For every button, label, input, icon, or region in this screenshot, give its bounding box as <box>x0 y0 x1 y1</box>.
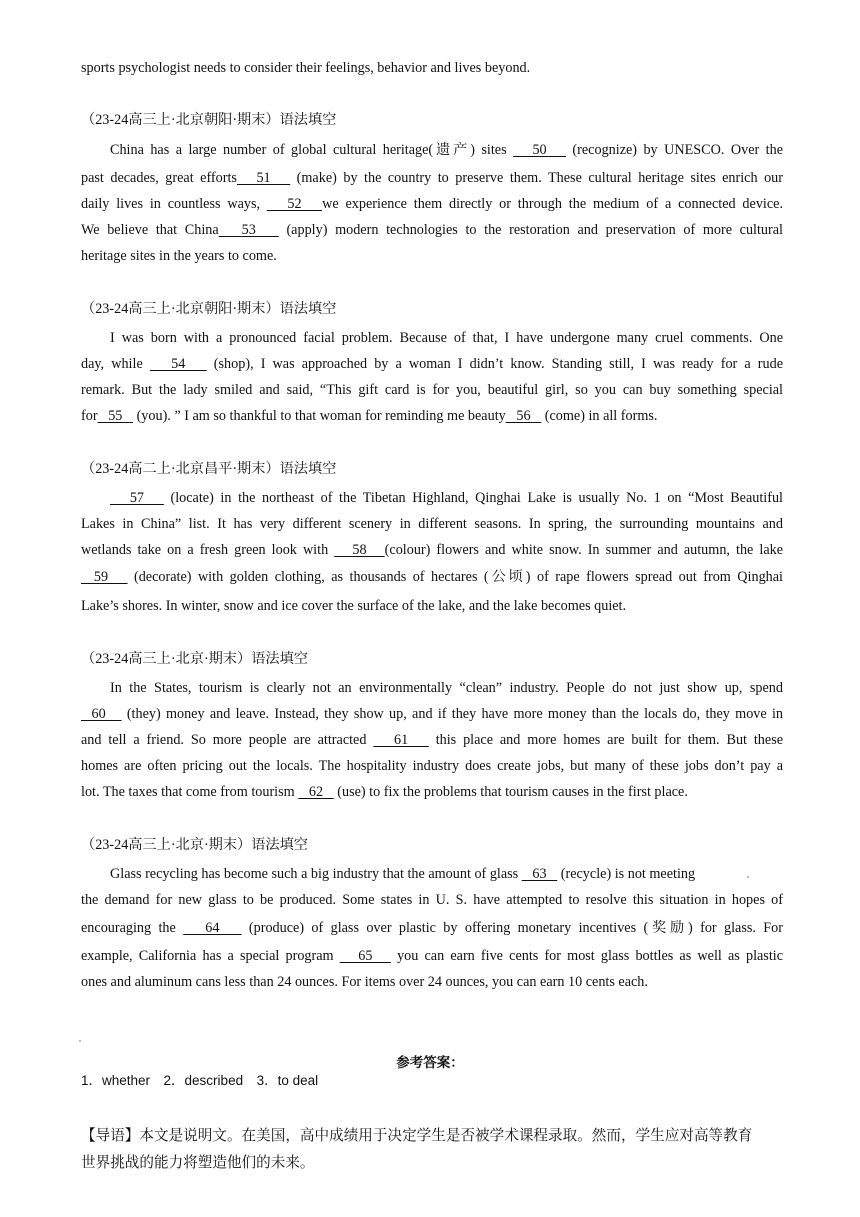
passage-text: Lakes in China” list. It has very different scenery in different seasons. In spring, the surrounding mountains and <box>81 516 783 532</box>
passage-line <box>110 328 783 348</box>
answer-blank: 59 <box>81 569 128 585</box>
section-mark <box>79 1040 81 1042</box>
passage-text: we experience them directly or through the medium of a connected device. <box>322 196 783 212</box>
passage-line <box>110 678 783 698</box>
passage-line <box>81 704 783 724</box>
answer-blank: 53 <box>218 222 279 238</box>
passage-line <box>81 972 783 992</box>
answer-blank: 61 <box>373 732 429 748</box>
answer-blank: 63 <box>521 866 558 882</box>
passage-line <box>81 514 783 534</box>
passage-text: example, California has a special program <box>81 948 340 964</box>
passage-line <box>110 140 783 160</box>
answer-blank: 55 <box>97 408 134 424</box>
passage-line <box>81 220 783 240</box>
passage-line <box>81 354 783 374</box>
passage-text: (you). ” I am so thankful to that woman for reminding me beauty <box>133 408 506 424</box>
passage-line <box>81 890 783 910</box>
passage-line <box>110 488 783 508</box>
passage-text: (come) in all forms. <box>541 408 658 424</box>
passage-line <box>81 756 783 776</box>
passage-line <box>81 194 783 214</box>
passage-5-header: （23-24高三上·北京·期末）语法填空 <box>81 837 308 853</box>
passage-line <box>81 946 783 966</box>
passage-line <box>81 782 783 802</box>
passage-text: lot. The taxes that come from tourism <box>81 784 299 800</box>
passage-text: encouraging the <box>81 920 184 936</box>
passage-3-header: （23-24高二上·北京昌平·期末）语法填空 <box>81 461 337 477</box>
answer-blank: 57 <box>110 490 164 506</box>
passage-text: (recycle) is not meeting <box>557 866 696 882</box>
passage-text: (make) by the country to preserve them. These cultural heritage sites enrich our <box>290 170 783 186</box>
guide-line-2: 世界挑战的能力将塑造他们的未来。 <box>81 1154 315 1171</box>
passage-text: you can earn five cents for most glass bottles as well as plastic <box>390 948 784 964</box>
passage-text: past decades, great efforts <box>81 170 237 186</box>
passage-text: In the States, tourism is clearly not an environmentally “clean” industry. People do not just show up, spend <box>110 680 783 696</box>
intro-tail-text: sports psychologist needs to consider their feelings, behavior and lives beyond. <box>81 60 531 76</box>
passage-line <box>81 596 783 616</box>
passage-text: and tell a friend. So more people are attracted <box>81 732 374 748</box>
answers-line: 1．whether 2．described 3．to deal <box>81 1073 319 1088</box>
passage-line <box>81 380 783 400</box>
passage-2-header: （23-24高三上·北京朝阳·期末）语法填空 <box>81 301 337 317</box>
passage-text: the demand for new glass to be produced. Some states in U. S. have attempted to resolve this situation in hopes of <box>81 892 783 908</box>
passage-text: day, while <box>81 356 150 372</box>
passage-text: wetlands take on a fresh green look with <box>81 542 335 558</box>
passage-1-header: （23-24高三上·北京朝阳·期末）语法填空 <box>81 112 337 128</box>
answer-blank: 51 <box>236 170 291 186</box>
answers-title: 参考答案： <box>396 1055 464 1071</box>
passage-line <box>110 864 783 884</box>
passage-line <box>81 918 783 938</box>
passage-line <box>81 406 783 426</box>
answer-blank: 54 <box>149 356 207 372</box>
answer-blank: 56 <box>505 408 542 424</box>
answer-blank: 65 <box>339 948 391 964</box>
passage-text: remark. But the lady smiled and said, “This gift card is for you, beautiful girl, so you can buy something special <box>81 382 783 398</box>
passage-text: Glass recycling has become such a big industry that the amount of glass <box>110 866 522 882</box>
passage-text: (recognize) by UNESCO. Over the <box>565 142 784 158</box>
answer-blank: 64 <box>183 920 242 936</box>
paragraph-mark <box>747 876 749 878</box>
passage-text: homes are often pricing out the locals. The hospitality industry does create jobs, but many of these jobs don’t pay a <box>81 758 783 774</box>
passage-text: (decorate) with golden clothing, as thousands of hectares (公顷) of rape flowers spread out from Qinghai <box>127 569 783 585</box>
passage-line <box>81 567 783 587</box>
passage-4-header: （23-24高三上·北京·期末）语法填空 <box>81 651 308 667</box>
answer-blank: 50 <box>513 142 566 158</box>
passage-text: China has a large number of global cultural heritage(遗产) sites <box>110 142 514 158</box>
passage-text: for <box>81 408 98 424</box>
passage-text: (use) to fix the problems that tourism causes in the first place. <box>333 784 688 800</box>
passage-text: daily lives in countless ways, <box>81 196 267 212</box>
passage-text: this place and more homes are built for them. But these <box>428 732 784 748</box>
passage-line <box>81 540 783 560</box>
passage-line <box>81 168 783 188</box>
passage-text: (produce) of glass over plastic by offering monetary incentives (奖励) for glass. For <box>241 920 783 936</box>
answer-blank: 52 <box>266 196 323 212</box>
passage-line <box>81 730 783 750</box>
passage-text: ones and aluminum cans less than 24 ounces. For items over 24 ounces, you can earn 10 cents each. <box>81 974 648 990</box>
passage-text: heritage sites in the years to come. <box>81 248 277 264</box>
passage-text: (locate) in the northeast of the Tibetan Highland, Qinghai Lake is usually No. 1 on “Most Beautiful <box>163 490 783 506</box>
answer-blank: 62 <box>298 784 334 800</box>
passage-line <box>81 246 783 266</box>
passage-text: (colour) flowers and white snow. In summer and autumn, the lake <box>384 542 784 558</box>
passage-text: (shop), I was approached by a woman I didn’t know. Standing still, I was ready for a rude <box>206 356 784 372</box>
answer-blank: 58 <box>334 542 385 558</box>
passage-text: (apply) modern technologies to the restoration and preservation of more cultural <box>278 222 783 238</box>
passage-text: (they) money and leave. Instead, they show up, and if they have more money than the locals do, they move in <box>121 706 783 722</box>
passage-text: Lake’s shores. In winter, snow and ice cover the surface of the lake, and the lake becomes quiet. <box>81 598 627 614</box>
answer-blank: 60 <box>81 706 122 722</box>
passage-text: We believe that China <box>81 222 219 238</box>
guide-line-1: 【导语】本文是说明文。在美国，高中成绩用于决定学生是否被学术课程录取。然而，学生应对高等教育 <box>81 1127 753 1144</box>
passage-text: I was born with a pronounced facial problem. Because of that, I have undergone many cruel comments. One <box>110 330 783 346</box>
